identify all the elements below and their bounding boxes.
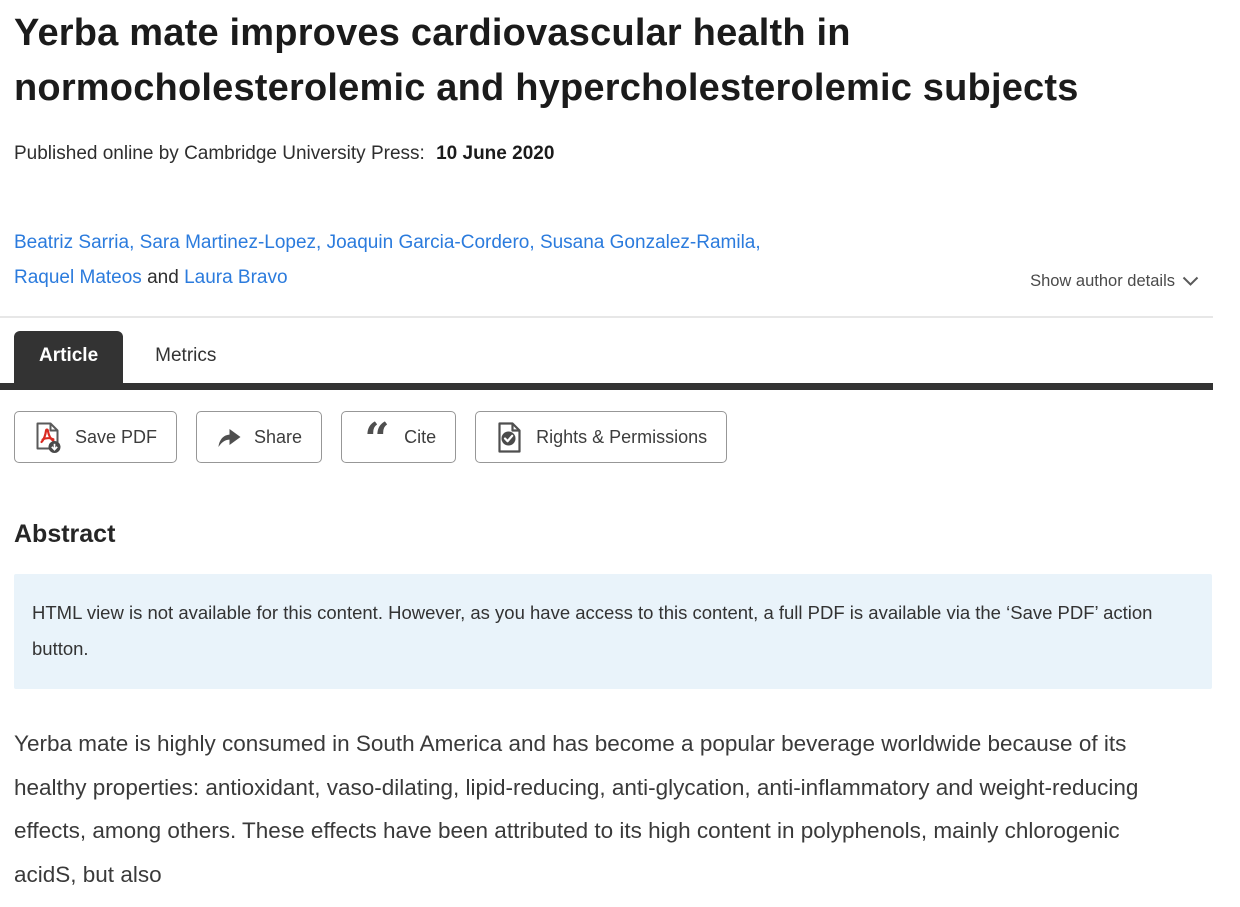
show-author-details-label: Show author details [1030,272,1175,290]
author-link[interactable]: Beatriz Sarria [14,232,130,253]
author-separator: , [755,232,761,253]
share-arrow-icon [216,425,243,450]
author-link[interactable]: Joaquin Garcia-Cordero [326,232,530,253]
share-button[interactable] [196,411,322,463]
cite-label: Cite [404,426,437,447]
author-separator: , [129,232,135,253]
html-unavailable-notice: HTML view is not available for this content. However, as you have access to this content, a full PDF is available via the ‘Save PDF’ action button. [14,574,1212,689]
tab-article[interactable]: Article [14,331,123,383]
author-link[interactable]: Susana Gonzalez-Ramila [539,232,756,253]
published-date: 10 June 2020 [436,143,555,164]
author-and-label: and [147,267,179,288]
cite-button[interactable] [341,411,456,463]
published-line [14,143,1213,165]
page-title: Yerba mate improves cardiovascular health in normocholesterolemic and hypercholesterolemic subjects [14,12,1079,109]
abstract-heading: Abstract [14,520,116,548]
rights-permissions-label: Rights & Permissions [536,426,708,447]
document-check-icon [495,421,525,454]
author-separator: , [529,232,535,253]
rights-permissions-button[interactable] [475,411,727,463]
share-label: Share [254,426,303,447]
tabs-section [0,316,1213,390]
save-pdf-button[interactable] [14,411,177,463]
article-page [0,6,1213,896]
authors-row [14,225,1199,295]
author-link[interactable]: Sara Martinez-Lopez [139,232,317,253]
chevron-down-icon [1182,276,1199,287]
tabs-row [0,318,1213,383]
pdf-download-icon [34,421,64,454]
show-author-details-toggle[interactable] [1030,272,1199,295]
author-separator: , [316,232,322,253]
tab-bar-divider [0,383,1213,390]
action-toolbar [14,411,1213,463]
abstract-body: Yerba mate is highly consumed in South America and has become a popular beverage worldwide because of its healthy properties: antioxidant, vaso-dilating, lipid-reducing, anti-glycation, anti-inflammatory and weight-reducing effects, among others. These effects have been attributed to its high content in polyphenols, mainly chlorogenic acidS, but also [14,731,1139,887]
save-pdf-label: Save PDF [75,426,158,447]
author-link[interactable]: Raquel Mateos [14,267,142,288]
author-list [14,225,761,295]
tab-metrics[interactable]: Metrics [155,345,217,366]
quote-icon: “ [364,414,390,465]
published-label: Published online by Cambridge University Press: [14,143,425,164]
author-link[interactable]: Laura Bravo [184,267,288,288]
